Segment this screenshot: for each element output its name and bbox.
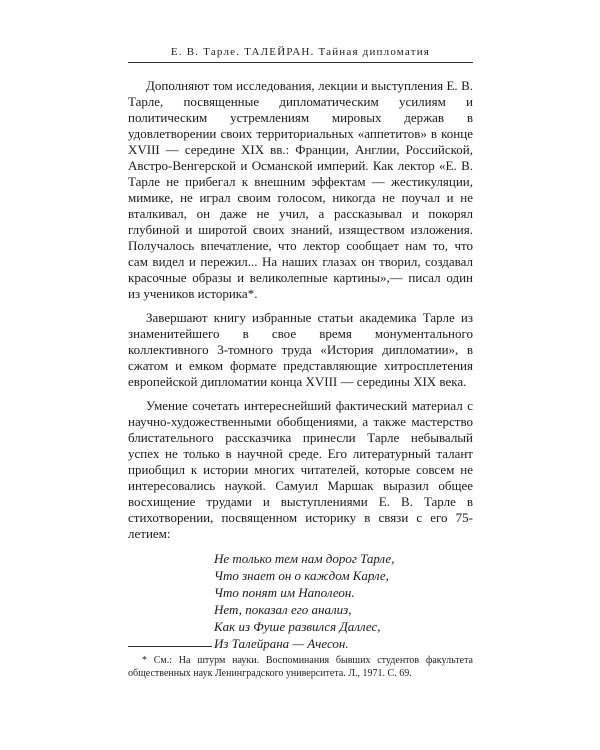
poem-line: Не только тем нам дорог Тарле, [214, 551, 395, 566]
running-head: Е. В. Тарле. ТАЛЕЙРАН. Тайная дипломатия [170, 46, 431, 58]
poem-line: Из Талейрана — Ачесон. [214, 636, 349, 651]
poem [214, 550, 473, 652]
paragraph-1: Дополняют том исследования, лекции и выступления Е. В. Тарле, посвященные дипломатическим усилиям и политическим устремлениям мировых держав в удовлетворении своих территориальных «аппетитов» в конце XVIII — середине XIX вв.: Франции, Англии, Российской, Австро-Венгерской и Османской империй. Как лектор «Е. В. Тарле не прибегал к внешним эффектам — жестикуляции, мимике, не играл своим голосом, никогда не поучал и не вталкивал, он даже не учил, а рассказывал и покорял глубиной и широтой своих знаний, изяществом изложения. Получалось впечатление, что лектор сообщает нам то, что сам видел и пережил... На наших глазах он творил, создавал красочные образы и великолепные картины»,— писал один из учеников историка*. [128, 78, 473, 301]
poem-line: Как из Фуше развился Даллес, [214, 619, 381, 634]
header-rule [128, 62, 473, 63]
poem-line: Что понят им Наполеон. [214, 585, 355, 600]
body-text [128, 78, 473, 652]
poem-line: Нет, показал его анализ, [214, 602, 352, 617]
poem-line: Что знает он о каждом Карле, [214, 568, 389, 583]
paragraph-3: Умение сочетать интереснейший фактический материал с научно-художественными обобщениями, а также мастерство блистательного рассказчика принесли Тарле небывалый успех не только в научной среде. Его литературный талант приобщил к истории многих читателей, которые совсем не интересовались наукой. Самуил Маршак выразил общее восхищение трудами и выступлениями Е. В. Тарле в стихотворении, посвященном историку в связи с его 75-летием: [128, 398, 473, 541]
paragraph-2: Завершают книгу избранные статьи академика Тарле из знаменитейшего в свое время монументального коллективного 3-томного труда «История дипломатии», в сжатом и емком формате представляющие хитросплетения европейской дипломатии конца XVIII — середины XIX века. [128, 310, 473, 389]
footnote-rule [128, 646, 212, 647]
footnote: * См.: На штурм науки. Воспоминания бывших студентов факультета общественных наук Ленинградского университета. Л., 1971. С. 69. [128, 655, 473, 679]
